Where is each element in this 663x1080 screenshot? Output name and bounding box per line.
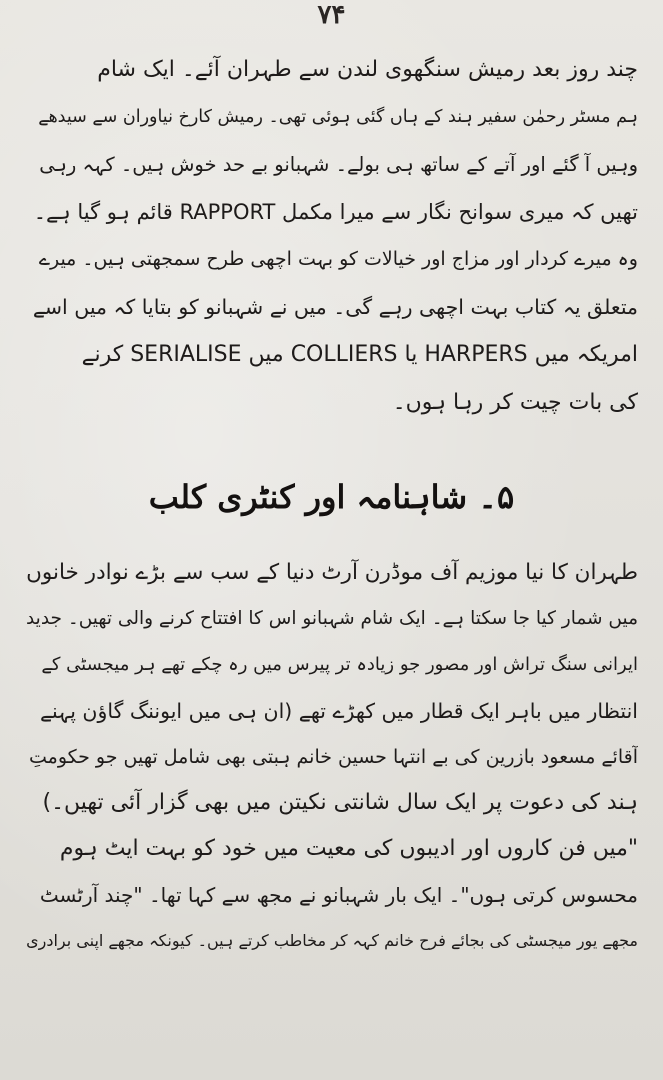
text-line: آقائے مسعود بازرین کی بے انتہا حسین خانم ہبتی بھی شامل تھیں جو حکومتِ [28, 746, 638, 768]
text-line: وہ میرے کردار اور مزاج اور خیالات کو بہت اچھی طرح سمجھتی ہیں۔ میرے [38, 248, 638, 270]
text-line: وہیں آ گئے اور آتے کے ساتھ ہی بولے۔ شہبانو بے حد خوش ہیں۔ کہہ رہی [39, 153, 638, 176]
paragraph-2 [26, 550, 638, 964]
text-line: امریکہ میں HARPERS یا COLLIERS میں SERIALISE کرنے [81, 342, 638, 367]
text-line: محسوس کرتی ہوں"۔ ایک بار شہبانو نے مجھ سے کہا تھا۔ "چند آرٹسٹ [39, 883, 638, 907]
text-line: "میں فن کاروں اور ادیبوں کی معیت میں خود کو بہت ایٹ ہوم [59, 836, 638, 861]
chapter-heading: ۵۔ شاہنامہ اور کنٹری کلب [148, 478, 515, 516]
text-line: کی بات چیت کر رہا ہوں۔ [392, 389, 638, 415]
paragraph-1 [26, 46, 638, 426]
text-line: متعلق یہ کتاب بہت اچھی رہے گی۔ میں نے شہبانو کو بتایا کہ میں اسے [32, 294, 638, 319]
page-number: ۷۴ [317, 0, 346, 30]
text-line: انتظار میں باہر ایک قطار میں کھڑے تھے (ان ہی میں ایوننگ گاؤن پہنے [39, 699, 638, 723]
text-line: ایرانی سنگ تراش اور مصور جو زیادہ تر پیرس میں رہ چکے تھے ہر میجسٹی کے [41, 654, 638, 675]
text-line: میں شمار کیا جا سکتا ہے۔ ایک شام شہبانو اس کا افتتاح کرنے والی تھیں۔ جدید [26, 608, 638, 629]
text-line: چند روز بعد رمیش سنگھوی لندن سے طہران آئے۔ ایک شام [97, 57, 638, 82]
text-line: ہند کی دعوت پر ایک سال شانتی نکیتن میں بھی گزار آئی تھیں۔) [42, 790, 638, 815]
text-line: مجھے یور میجسٹی کی بجائے فرح خانم کہہ کر مخاطب کرتے ہیں۔ کیونکہ مجھے اپنی برادری [26, 931, 638, 950]
text-line: ہم مسٹر رحمٰن سفیر ہند کے ہاں گئی ہوئی تھی۔ رمیش کارخ نیاوران سے سیدھے [38, 106, 638, 127]
text-line: تھیں کہ میری سوانح نگار سے میرا مکمل RAPPORT قائم ہو گیا ہے۔ [33, 199, 638, 224]
text-line: طہران کا نیا موزیم آف موڈرن آرٹ دنیا کے سب سے بڑے نوادر خانوں [26, 560, 638, 585]
